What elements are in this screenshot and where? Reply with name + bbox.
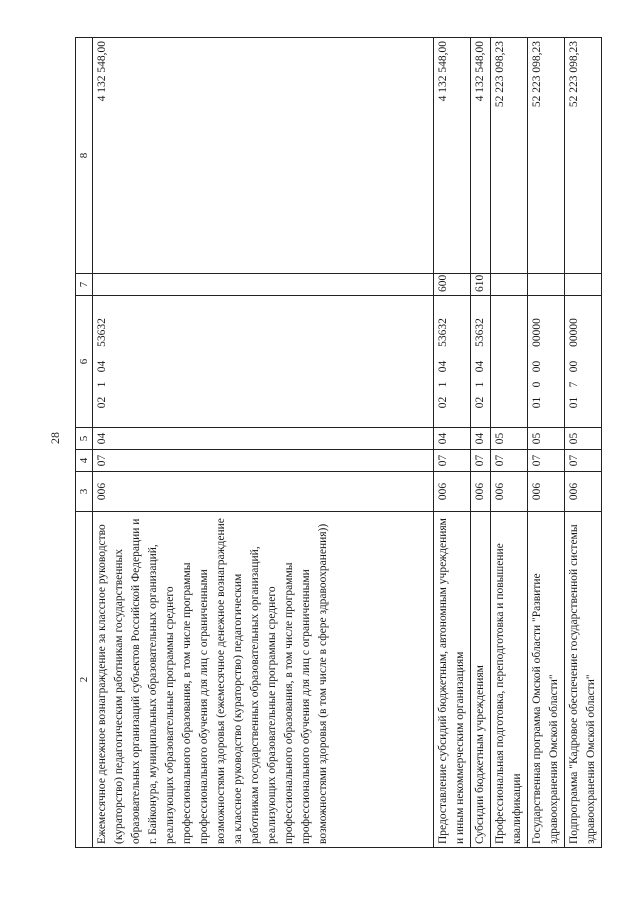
cell-c6-part: 53632 [474, 318, 486, 347]
cell-c6-part: 00000 [568, 318, 580, 347]
cell-c6-part: 1 [96, 381, 108, 388]
cell-c7 [93, 274, 434, 296]
budget-table-rotated [75, 38, 597, 848]
col-header-8: 8 [76, 38, 93, 274]
cell-amount: 52 223 098,23 [491, 38, 528, 274]
row-name: Ежемесячное денежное вознаграждение за классное руководство (кураторство) педагогическим работникам государственных образовательных организаций субъектов Российской Федерации и г. Байконура, муниципальных образовательных организаций, реализующих образовательные программы среднего профессионального образования, в том числе программы профессионального обучения для лиц с ограниченными возможностями здоровья (ежемесячное денежное вознаграждение за классное руководство (кураторство) педагогическим работникам государственных образовательных организаций, реализующих образовательные программы среднего профессионального образования, в том числе программы профессионального обучения для лиц с ограниченными возможностями здоровья (в том числе в сфере здравоохранения)) [93, 512, 434, 848]
cell-c6 [528, 296, 565, 428]
cell-c5: 04 [93, 428, 434, 450]
col-header-7: 7 [76, 274, 93, 296]
cell-c6-part: 02 [96, 396, 108, 409]
cell-c6-part: 00 [531, 360, 543, 373]
cell-c4: 07 [528, 450, 565, 472]
cell-c6-part: 04 [96, 360, 108, 373]
cell-c6-part: 02 [474, 396, 486, 409]
cell-c4: 07 [565, 450, 602, 472]
row-name: Профессиональная подготовка, переподготовка и повышение квалификации [491, 512, 528, 848]
cell-c6-part: 53632 [437, 318, 449, 347]
cell-c5: 05 [491, 428, 528, 450]
cell-c6-part: 04 [474, 360, 486, 373]
cell-c6-part: 01 [531, 396, 543, 409]
cell-c3: 006 [491, 472, 528, 512]
cell-c3: 006 [528, 472, 565, 512]
cell-c5: 04 [434, 428, 471, 450]
cell-c4: 07 [93, 450, 434, 472]
cell-c6-part: 02 [437, 396, 449, 409]
cell-c3: 006 [434, 472, 471, 512]
cell-c4: 07 [491, 450, 528, 472]
cell-c5: 05 [565, 428, 602, 450]
col-header-6: 6 [76, 296, 93, 428]
cell-c6-part: 00 [568, 360, 580, 373]
page-number: 28 [48, 432, 62, 444]
cell-amount: 4 132 548,00 [471, 38, 491, 274]
cell-c7 [528, 274, 565, 296]
cell-c6 [93, 296, 434, 428]
row-name: Предоставление субсидий бюджетным, автономным учреждениям и иным некоммерческим организациям [434, 512, 471, 848]
cell-c6-part: 00000 [531, 318, 543, 347]
table-row [93, 38, 434, 848]
cell-c6-part: 53632 [96, 318, 108, 347]
cell-c7 [491, 274, 528, 296]
row-name: Государственная программа Омской области "Развитие здравоохранения Омской области" [528, 512, 565, 848]
cell-c4: 07 [471, 450, 491, 472]
cell-c6 [565, 296, 602, 428]
cell-c6 [491, 296, 528, 428]
cell-c6-part: 1 [437, 381, 449, 388]
cell-c4: 07 [434, 450, 471, 472]
row-name: Подпрограмма "Кадровое обеспечение государственной системы здравоохранения Омской области" [565, 512, 602, 848]
cell-c3: 006 [565, 472, 602, 512]
cell-c3: 006 [471, 472, 491, 512]
cell-c5: 05 [528, 428, 565, 450]
table-header-row [76, 38, 93, 848]
col-header-5: 5 [76, 428, 93, 450]
cell-c6-part: 7 [568, 381, 580, 388]
cell-c6-part: 01 [568, 396, 580, 409]
cell-c6 [471, 296, 491, 428]
cell-amount: 4 132 548,00 [434, 38, 471, 274]
table-row [434, 38, 471, 848]
cell-amount: 52 223 098,23 [565, 38, 602, 274]
cell-c6-part: 04 [437, 360, 449, 373]
cell-c3: 006 [93, 472, 434, 512]
col-header-4: 4 [76, 450, 93, 472]
cell-amount: 52 223 098,23 [528, 38, 565, 274]
cell-c6 [434, 296, 471, 428]
table-row [471, 38, 491, 848]
row-name: Субсидии бюджетным учреждениям [471, 512, 491, 848]
budget-table [75, 37, 602, 848]
cell-c6-part: 1 [474, 381, 486, 388]
table-row [565, 38, 602, 848]
cell-c5: 04 [471, 428, 491, 450]
col-header-2: 2 [76, 512, 93, 848]
cell-amount: 4 132 548,00 [93, 38, 434, 274]
col-header-3: 3 [76, 472, 93, 512]
cell-c6-part: 0 [531, 381, 543, 388]
table-row [491, 38, 528, 848]
cell-c7: 600 [434, 274, 471, 296]
cell-c7 [565, 274, 602, 296]
table-row [528, 38, 565, 848]
cell-c7: 610 [471, 274, 491, 296]
